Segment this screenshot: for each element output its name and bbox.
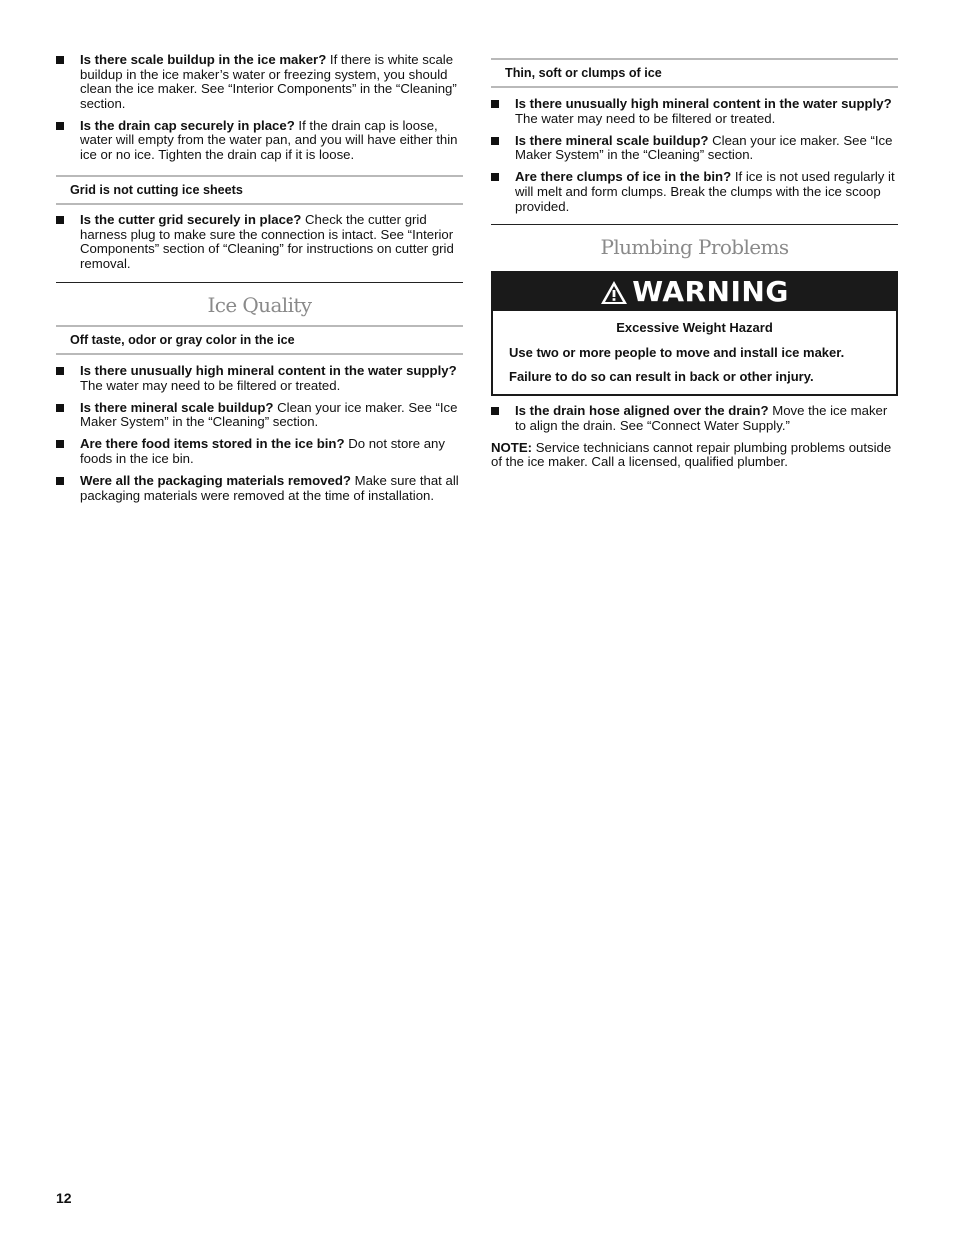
list-item (56, 437, 464, 466)
list-item (56, 474, 464, 503)
taste-items (56, 364, 464, 511)
answer: The water may need to be filtered or treated. (80, 377, 341, 393)
answer: If the drain cap is loose, water will empty from the water pan, and you will have either thin ice or no ice. Tighten the drain cap if it is loose. (80, 117, 458, 163)
list-item (56, 401, 464, 430)
bullet-square-icon (56, 440, 64, 448)
answer: If there is white scale buildup in the ice maker’s water or freezing system, you should clean the ice maker. See “Interior Components” in the “Cleaning” section. (80, 52, 457, 111)
bullet-square-icon (56, 477, 64, 485)
list-item (491, 134, 898, 163)
bullet-square-icon (56, 367, 64, 375)
answer: Clean your ice maker. See “Ice Maker System” in the “Cleaning” section. (80, 399, 458, 430)
list-item (56, 364, 464, 393)
warning-label: WARNING (632, 274, 789, 308)
subheading-grid: Grid is not cutting ice sheets (56, 175, 463, 205)
answer: The water may need to be filtered or treated. (515, 110, 776, 126)
answer: Move the ice maker to align the drain. See “Connect Water Supply.” (515, 403, 888, 433)
list-item (56, 119, 464, 163)
page-number: 12 (56, 1190, 72, 1206)
warning-body (493, 311, 896, 394)
note-paragraph (491, 441, 898, 470)
question: Is there mineral scale buildup? (515, 132, 709, 148)
section-title-ice-quality: Ice Quality (207, 293, 312, 317)
bullet-square-icon (56, 56, 64, 64)
grid-items (56, 213, 464, 279)
list-item (491, 170, 898, 214)
warning-box (491, 271, 898, 396)
answer: If ice is not used regularly it will melt and form clumps. Break the clumps with the ice scoop provided. (515, 169, 895, 214)
bullet-square-icon (491, 100, 499, 108)
note-label: NOTE: (491, 439, 533, 455)
warning-triangle-icon (600, 280, 628, 305)
question: Is the drain cap securely in place? (80, 117, 295, 133)
question: Were all the packaging materials removed? (80, 473, 351, 489)
warning-hazard-title: Excessive Weight Hazard (616, 320, 773, 335)
answer: Do not store any foods in the ice bin. (80, 436, 445, 466)
answer: Check the cutter grid harness plug to make sure the connection is intact. See “Interior Components” section of “Cleaning” for instructions on cutter grid removal. (80, 212, 454, 271)
bullet-square-icon (491, 407, 499, 415)
subheading-taste: Off taste, odor or gray color in the ice (56, 325, 463, 355)
bullet-square-icon (56, 122, 64, 130)
subheading-thin-ice: Thin, soft or clumps of ice (491, 58, 898, 88)
bullet-square-icon (491, 173, 499, 181)
question: Is there mineral scale buildup? (80, 399, 274, 415)
scale-items (56, 53, 464, 170)
warning-header (493, 273, 896, 311)
bullet-square-icon (491, 137, 499, 145)
list-item (491, 404, 898, 433)
thin-items (491, 97, 898, 222)
plumbing-items (491, 404, 898, 470)
question: Is the drain hose aligned over the drain? (515, 403, 769, 418)
list-item (491, 97, 898, 126)
note-text: Service technicians cannot repair plumbing problems outside of the ice maker. Call a licensed, qualified plumber. (491, 439, 892, 470)
question: Are there food items stored in the ice bin? (80, 436, 345, 452)
warning-line: Use two or more people to move and install ice maker. (509, 344, 845, 360)
section-divider (491, 224, 898, 225)
question: Is there scale buildup in the ice maker? (80, 52, 327, 67)
bullet-square-icon (56, 216, 64, 224)
warning-line: Failure to do so can result in back or other injury. (509, 369, 814, 385)
question: Is there unusually high mineral content in the water supply? (80, 363, 457, 378)
question: Is the cutter grid securely in place? (80, 212, 302, 227)
section-divider (56, 282, 463, 283)
list-item (56, 213, 464, 271)
answer: Make sure that all packaging materials were removed at the time of installation. (80, 473, 459, 503)
question: Is there unusually high mineral content in the water supply? (515, 96, 892, 111)
question: Are there clumps of ice in the bin? (515, 169, 732, 185)
list-item (56, 53, 464, 111)
section-title-plumbing: Plumbing Problems (600, 235, 789, 259)
bullet-square-icon (56, 404, 64, 412)
answer: Clean your ice maker. See “Ice Maker System” in the “Cleaning” section. (515, 132, 893, 163)
